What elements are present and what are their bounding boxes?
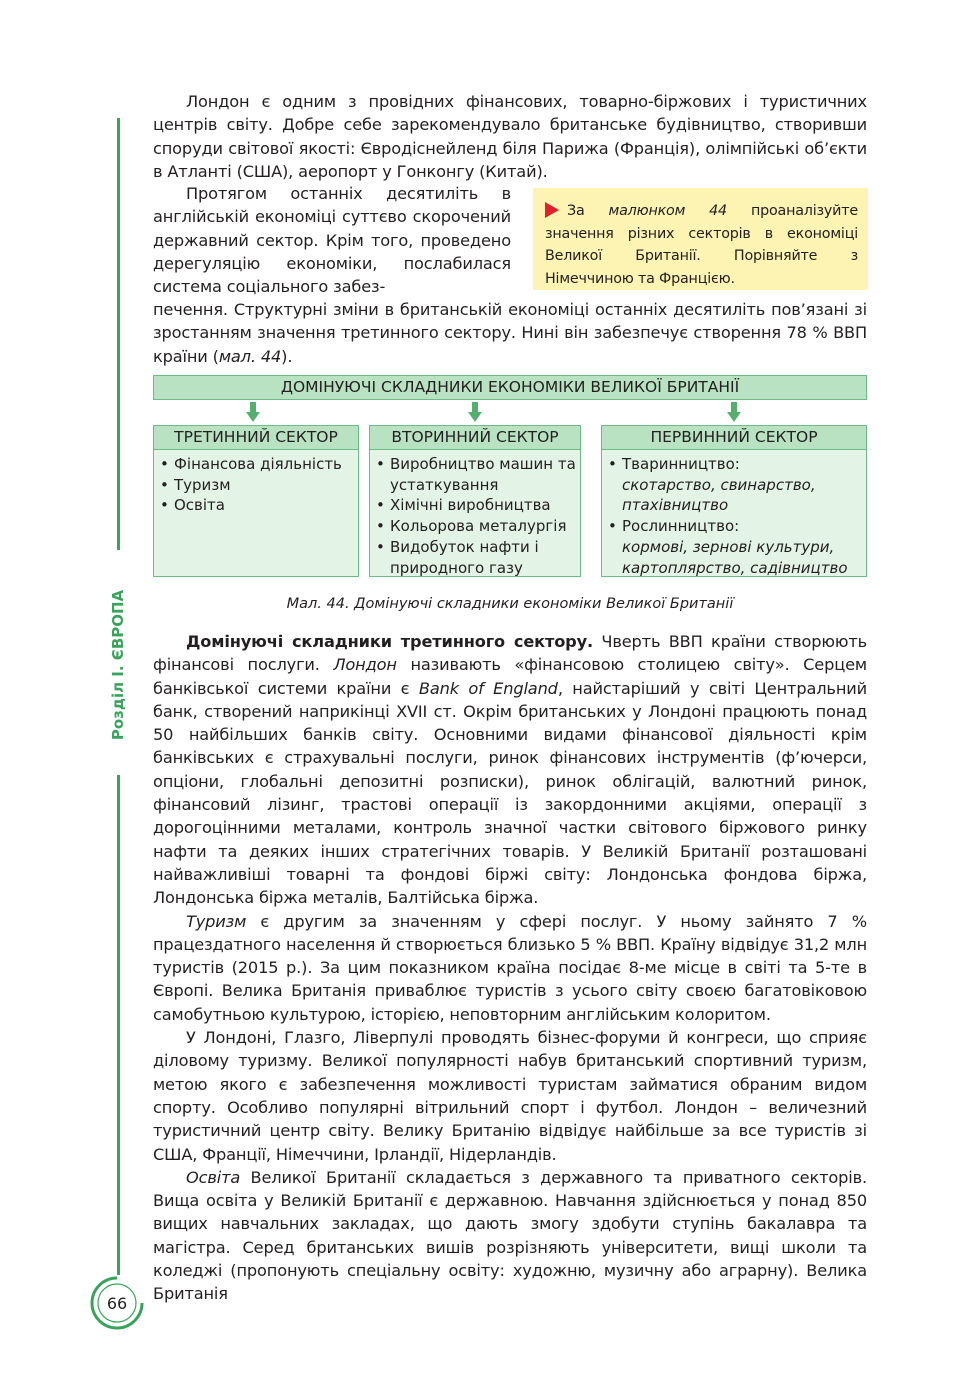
side-rule-top xyxy=(117,118,120,550)
list-item: • Кольорова металургія xyxy=(376,516,576,537)
list-item-detail: скотарство, свинарство, птахівництво xyxy=(622,475,816,515)
secondary-sector-title: ВТОРИННИЙ СЕКТОР xyxy=(369,425,581,450)
tertiary-sector-title: ТРЕТИННИЙ СЕКТОР xyxy=(153,425,359,450)
primary-sector-title: ПЕРВИННИЙ СЕКТОР xyxy=(601,425,867,450)
list-item: • Тваринництво: xyxy=(608,454,862,475)
intro-paragraph-1: Лондон є одним з провідних фінансових, товарно-біржових і туристичних центрів світу. Добре себе зарекомендувало британське будівництво, створивши споруди світової якості: Євродіснейленд біля Парижа (Франція), олімпійські об’єкти в Атланті (США), аеропорт у Гонконгу (Китай). xyxy=(153,92,867,181)
diagram-title: ДОМІНУЮЧІ СКЛАДНИКИ ЕКОНОМІКИ ВЕЛИКОЇ БРИТАНІЇ xyxy=(153,375,867,400)
figure-caption: Мал. 44. Домінуючі складники економіки Великої Британії xyxy=(286,596,734,612)
task-box: За малюнком 44 проаналізуйте значення різних секторів в економіці Великої Британії. Порівняйте з Німеччиною та Францією. xyxy=(533,188,868,290)
list-item: • Рослинництво: xyxy=(608,516,862,537)
section-heading: Домінуючі складники третинного сектору. xyxy=(186,632,594,651)
list-item-detail: кормові, зернові культури, картоплярство, садівництво xyxy=(622,537,848,577)
list-item: • Освіта xyxy=(160,495,354,516)
figure-reference: мал. 44 xyxy=(218,346,282,366)
secondary-sector-box xyxy=(369,449,581,577)
section-label: Розділ І. ЄВРОПА xyxy=(109,589,127,741)
list-item: • Виробництво машин та устаткування xyxy=(376,454,576,495)
paragraph-education: Освіта Великої Британії складається з державного та приватного секторів. Вища освіта у Великій Британії є державною. Навчання здійснюється у понад 850 вищих навчальних закладах, що дають змогу здобути ступінь бакалавра та магістра. Серед британських вишів розрізняють університети, вищі школи та коледжі (пропонують спеціальну освіту: художню, музичну або аграрну). Велика Британія xyxy=(153,1167,867,1304)
intro-paragraph-2-left: Протягом останніх десятиліть в англійській економіці суттєво скорочений державний сектор. Крім того, проведено дерегуляцію економіки, послабилася система соціального забез- xyxy=(153,184,511,297)
list-item: • Видобуток нафти і природного газу xyxy=(376,537,576,578)
task-arrow-icon xyxy=(545,202,559,218)
page-number: 66 xyxy=(106,1294,128,1313)
arrow-down-icon xyxy=(246,402,260,422)
tertiary-sector-box xyxy=(153,449,359,577)
list-item: • Туризм xyxy=(160,475,354,496)
list-item: • Фінансова діяльність xyxy=(160,454,354,475)
task-figure-reference: малюнком 44 xyxy=(608,203,727,219)
arrow-down-icon xyxy=(468,402,482,422)
paragraph-tourism: Туризм є другим за значенням у сфері послуг. У ньому зайнято 7 % працездатного населення й створюється близько 5 % ВВП. Країну відвідує 31,2 млн туристів (2015 р.). За цим показником країна посідає 8-ме місце в світі та 5-те в Європі. Велика Британія приваблює туристів з усього світу своєю багатовіковою самобутньою культурою, історією, неповторним англійським колоритом. xyxy=(153,911,867,1024)
side-rule-bottom xyxy=(117,775,120,1275)
paragraph-finance: Домінуючі складники третинного сектору. Чверть ВВП країни створюють фінансові послуги. Лондон називають «фінансовою столицею світу». Серцем банківської системи країни є Bank of England, найстаріший у світі Центральний банк, створений наприкінці XVII ст. Окрім британських у Лондоні працюють понад 50 найбільших банків світу. Основними видами фінансової діяльності крім банківських є страхувальні послуги, ринок фінансових інструментів (ф’ючерси, опціони, глобальні депозитні розписки), ринок облігацій, валютний ринок, фінансовий лізинг, трастові операції із закордонними акціями, операції з дорогоцінними металами, контроль значної частки світового біржового ринку нафти та деяких інших стратегічних товарів. У Великій Британії розташовані найважливіші товарні та фондові біржі світу: Лондонська фондова біржа, Лондонська біржа металів, Балтійська біржа. xyxy=(153,632,867,908)
body-text xyxy=(153,630,867,1306)
list-item: • Хімічні виробництва xyxy=(376,495,576,516)
paragraph-business-tourism: У Лондоні, Глазго, Ліверпулі проводять бізнес-форуми й конгреси, що сприяє діловому туризму. Великої популярності набув британський спортивний туризм, метою якого є забезпечення можливості туристам займатися обраним видом спорту. Особливо популярні вітрильний спорт і футбол. Лондон – величезний туристичний центр світу. Велику Британію відвідує найбільше за все туристів зі США, Франції, Німеччини, Ірландії, Нідерландів. xyxy=(153,1028,867,1164)
page-number-badge xyxy=(89,1275,145,1331)
arrow-down-icon xyxy=(727,402,741,422)
primary-sector-box xyxy=(601,449,867,577)
intro-paragraph-2-rest: печення. Структурні зміни в британській економіці останніх десятиліть пов’язані зі зростанням значення третинного сектору. Нині він забезпечує створення 78 % ВВП країни (мал. 44). xyxy=(153,300,867,366)
